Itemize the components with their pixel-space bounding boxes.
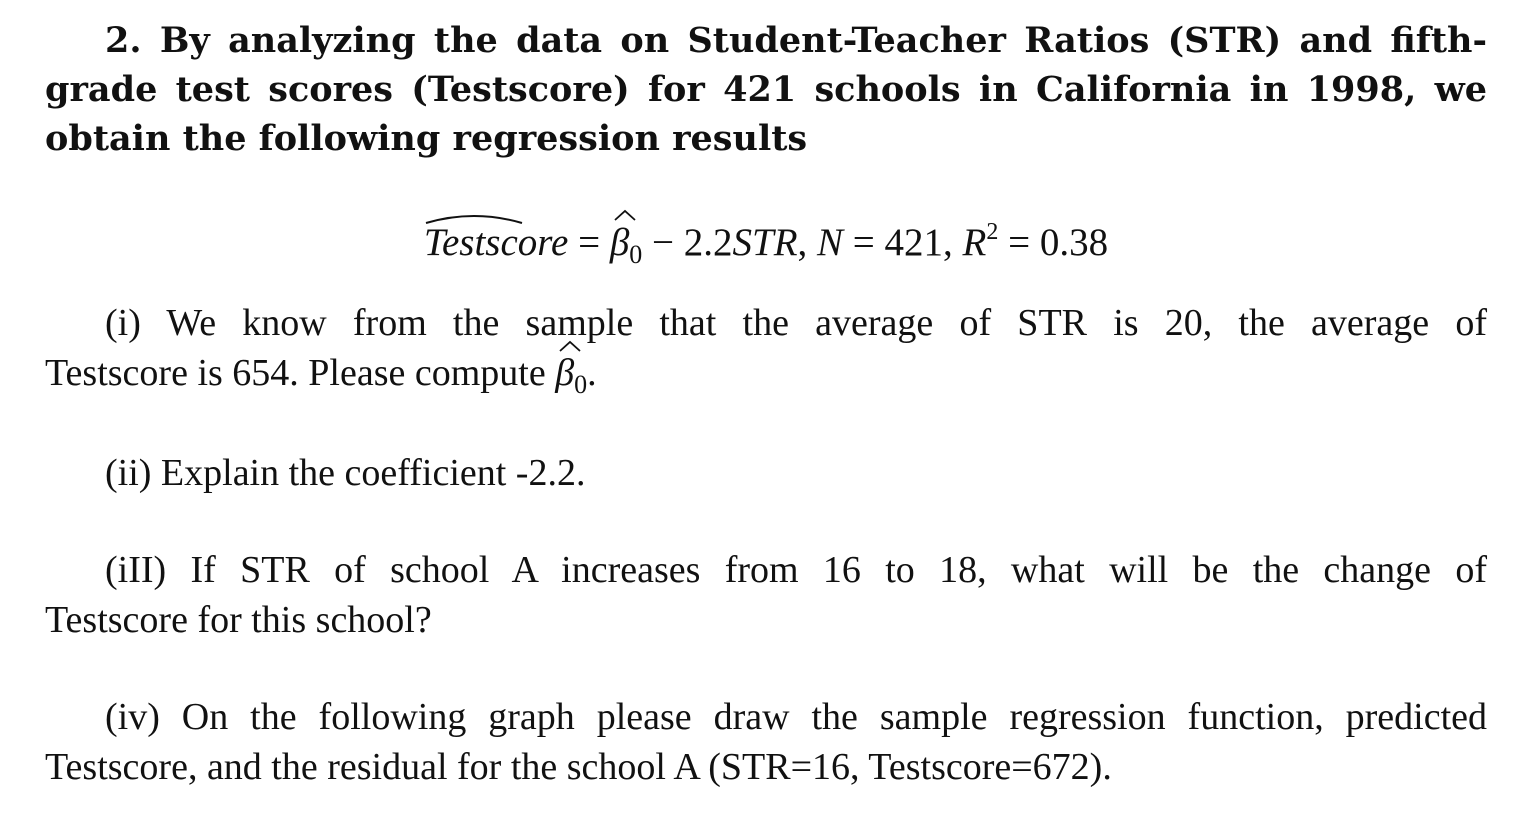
- question-iii-line2: Testscore for this school?: [45, 599, 432, 641]
- question-i: [45, 298, 1487, 410]
- question-iii-line1: (iII) If STR of school A increases from 16 to 18, what will be the change of: [105, 549, 1487, 591]
- regression-equation: [45, 206, 1487, 281]
- beta-subscript-inline: 0: [574, 370, 588, 399]
- equation-sep: ,: [797, 221, 818, 264]
- equation-n-value: = 421,: [843, 221, 963, 264]
- question-iv-line1: (iv) On the following graph please draw the sample regression function, predicted: [105, 696, 1487, 738]
- equation-coef: − 2.2: [642, 221, 733, 264]
- heading-line-2: grade test scores (Testscore) for 421 schools in California in 1998, we: [45, 69, 1487, 110]
- beta-hat-inline: [555, 348, 574, 398]
- question-i-text: Testscore is 654. Please compute: [45, 352, 556, 394]
- equation-lhs: Testscore: [423, 221, 569, 264]
- question-i-period: .: [587, 352, 597, 394]
- beta-symbol-inline: β: [555, 352, 575, 394]
- question-i-line1: (i) We know from the sample that the average of STR is 20, the average of: [105, 302, 1487, 344]
- beta-subscript: 0: [629, 240, 643, 269]
- question-ii: [45, 448, 1487, 498]
- problem-page: [45, 16, 1487, 788]
- testscore-hat: [424, 217, 568, 269]
- heading-line-3: obtain the following regression results: [45, 118, 808, 159]
- question-iv-line2: Testscore, and the residual for the school A (STR=16, Testscore=672).: [45, 746, 1112, 788]
- question-iv: [45, 692, 1487, 792]
- beta-hat: [610, 217, 629, 269]
- wide-hat-icon: [424, 211, 524, 225]
- hat-icon: [614, 209, 636, 221]
- equation-equals: =: [568, 221, 610, 264]
- equation-r-sup: 2: [986, 219, 999, 245]
- equation-str: STR: [732, 221, 798, 264]
- heading-line-1: 2. By analyzing the data on Student-Teacher Ratios (STR) and fifth-: [105, 20, 1487, 61]
- question-ii-line1: (ii) Explain the coefficient -2.2.: [105, 452, 586, 494]
- hat-icon: [559, 340, 581, 352]
- question-iii: [45, 545, 1487, 645]
- equation-r: R: [962, 221, 987, 264]
- equation-n: N: [817, 221, 844, 264]
- question-i-line2: [45, 348, 1487, 410]
- beta-symbol: β: [609, 221, 630, 264]
- equation-r-value: = 0.38: [998, 221, 1109, 264]
- problem-heading: [45, 16, 1487, 163]
